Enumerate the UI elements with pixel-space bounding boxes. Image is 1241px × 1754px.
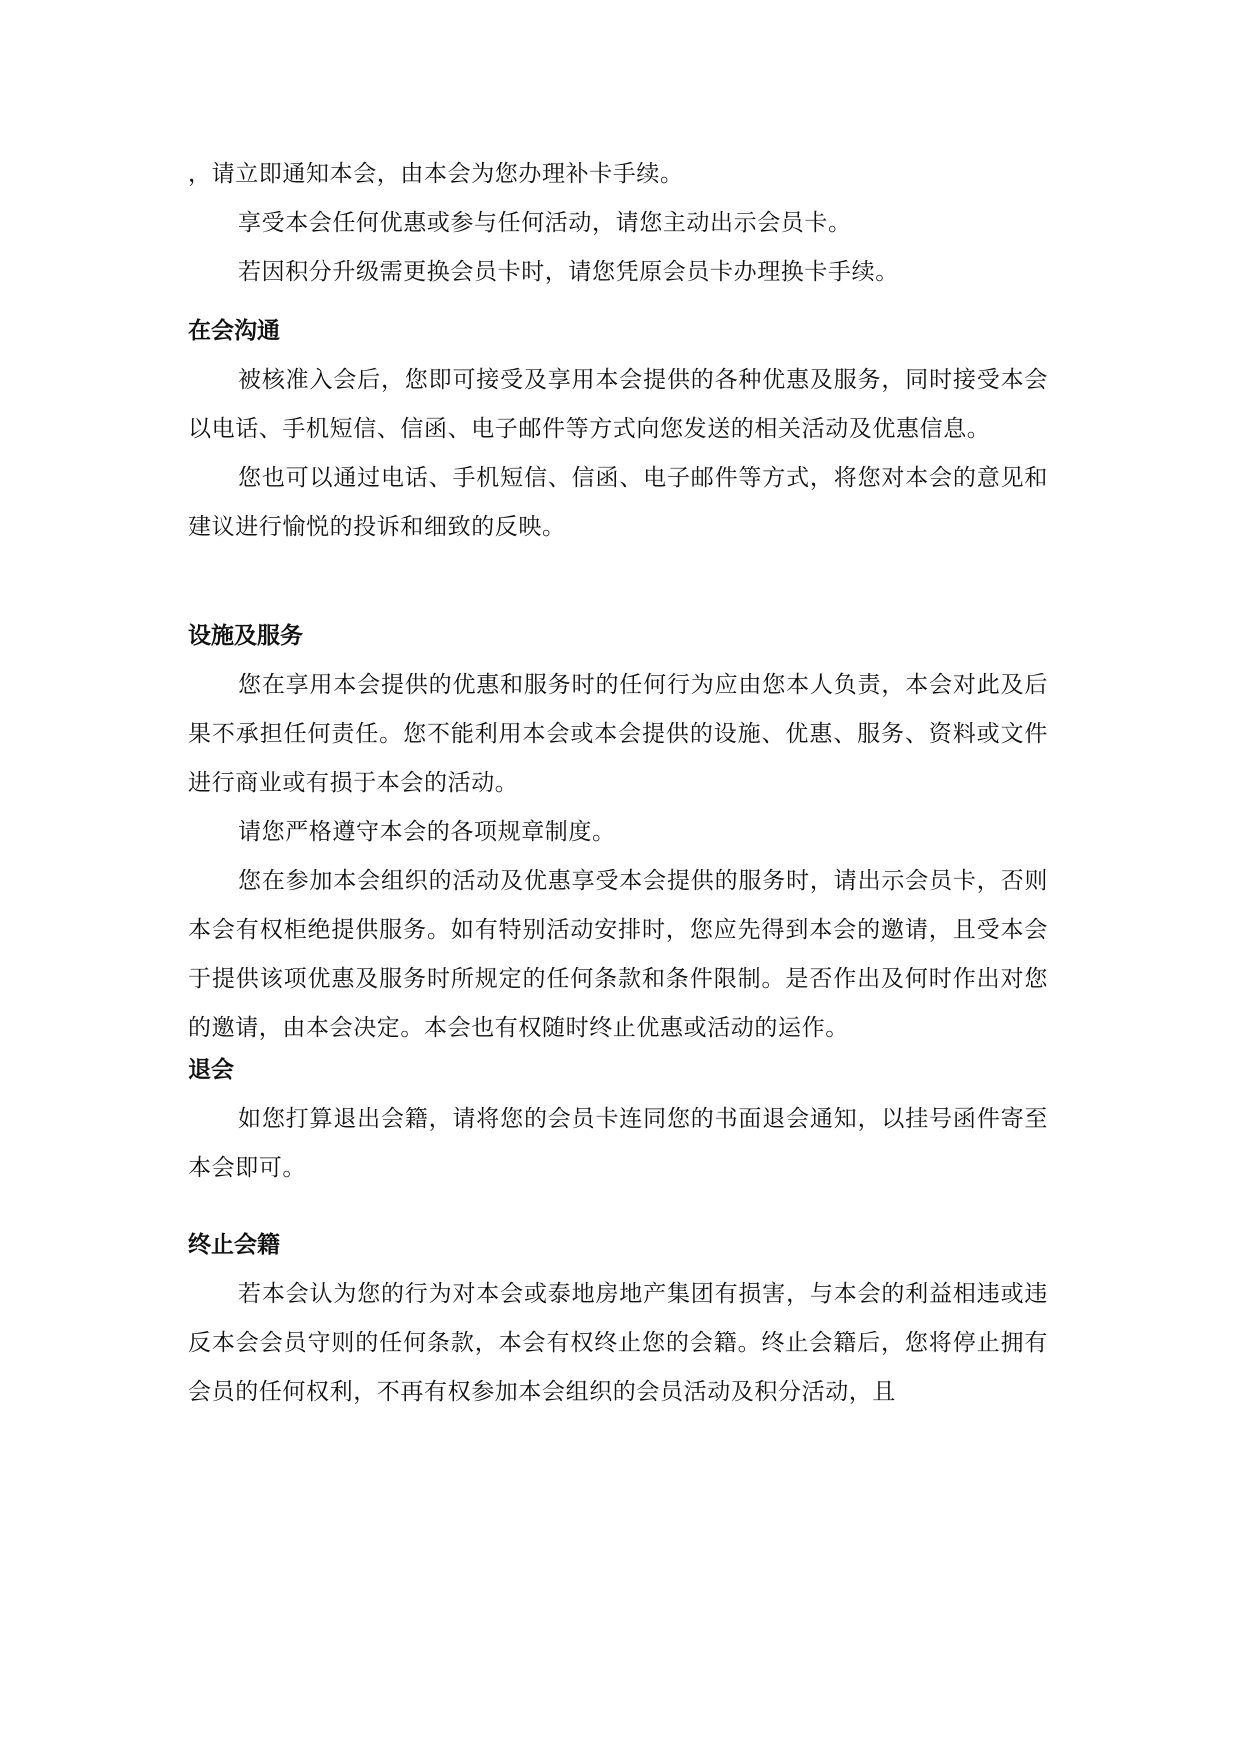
facilities-paragraph-2: 请您严格遵守本会的各项规章制度。 — [238, 819, 616, 845]
intro-paragraph-1: ，请立即通知本会，由本会为您办理补卡手续。 — [188, 161, 684, 187]
section-heading-termination: 终止会籍 — [188, 1232, 280, 1258]
intro-paragraph-2: 享受本会任何优惠或参与任何活动，请您主动出示会员卡。 — [238, 210, 852, 236]
communication-paragraph-2: 您也可以通过电话、手机短信、信函、电子邮件等方式，将您对本会的意见和建议进行愉悦的投诉和细致的反映。 — [188, 465, 1048, 540]
document-page — [188, 0, 1048, 1754]
section-withdraw — [188, 1046, 1048, 1193]
section-heading-facilities: 设施及服务 — [188, 623, 303, 649]
section-termination — [188, 1221, 1048, 1417]
intro-block — [188, 150, 1048, 297]
communication-paragraph-1: 被核准入会后，您即可接受及享用本会提供的各种优惠及服务，同时接受本会以电话、手机短信、信函、电子邮件等方式向您发送的相关活动及优惠信息。 — [188, 367, 1048, 442]
section-heading-withdraw: 退会 — [188, 1057, 234, 1083]
intro-paragraph-3: 若因积分升级需更换会员卡时，请您凭原会员卡办理换卡手续。 — [238, 259, 899, 285]
termination-paragraph-1: 若本会认为您的行为对本会或泰地房地产集团有损害，与本会的利益相违或违反本会会员守则的任何条款，本会有权终止您的会籍。终止会籍后，您将停止拥有会员的任何权利，不再有权参加本会组织的会员活动及积分活动，且 — [188, 1281, 1048, 1405]
facilities-paragraph-1: 您在享用本会提供的优惠和服务时的任何行为应由您本人负责，本会对此及后果不承担任何责任。您不能利用本会或本会提供的设施、优惠、服务、资料或文件进行商业或有损于本会的活动。 — [188, 672, 1048, 796]
withdraw-paragraph-1: 如您打算退出会籍，请将您的会员卡连同您的书面退会通知，以挂号函件寄至本会即可。 — [188, 1106, 1048, 1181]
section-communication — [188, 307, 1048, 552]
facilities-paragraph-3: 您在参加本会组织的活动及优惠享受本会提供的服务时，请出示会员卡，否则本会有权柜绝提供服务。如有特别活动安排时，您应先得到本会的邀请，且受本会于提供该项优惠及服务时所规定的任何条款和条件限制。是否作出及何时作出对您的邀请，由本会决定。本会也有权随时终止优惠或活动的运作。 — [188, 868, 1048, 1041]
section-facilities — [188, 612, 1048, 1053]
section-heading-communication: 在会沟通 — [188, 318, 280, 344]
